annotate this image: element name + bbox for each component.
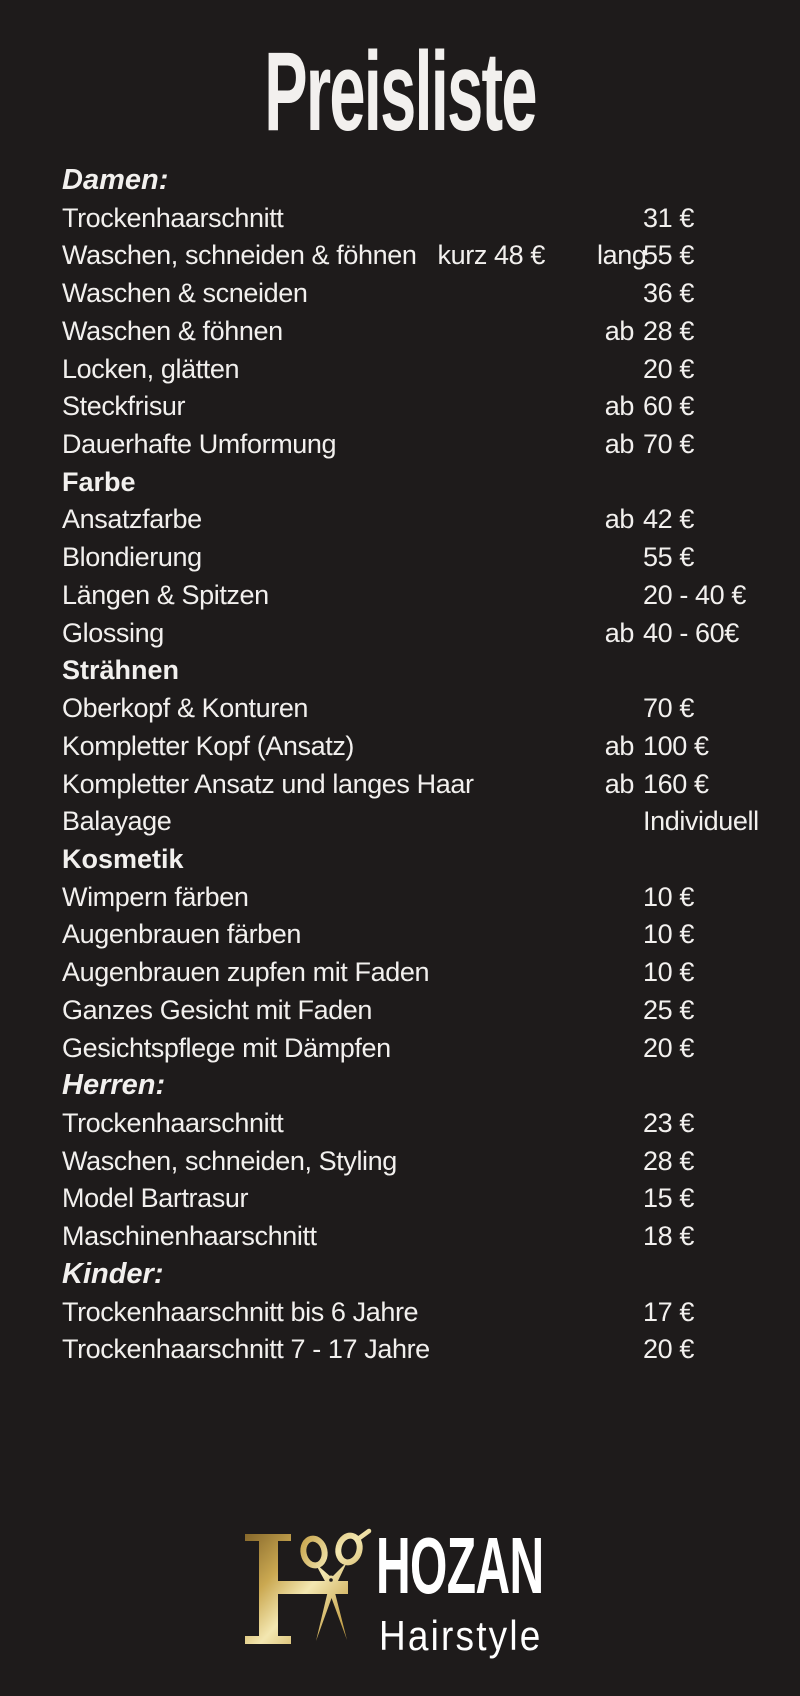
item-label: Dauerhafte Umformung [62,429,337,460]
brand-logo [230,1520,560,1670]
item-price: 60 € [643,391,694,422]
menu-item [62,1180,800,1218]
item-price-prefix: ab [604,730,634,761]
item-label: Augenbrauen zupfen mit Faden [62,957,430,988]
item-price: 10 € [643,881,694,912]
item-label: Locken, glätten [62,353,240,384]
item-price: 31 € [643,202,694,233]
item-price: 10 € [643,919,694,950]
menu-item [62,275,800,313]
menu-item [62,237,800,275]
page-title: Preisliste [264,29,536,154]
item-label: Kompletter Ansatz und langes Haar [62,768,474,799]
item-price: 55 € [643,542,694,573]
item-label: Waschen, schneiden & föhnen [62,240,417,271]
item-price-prefix: ab [604,429,634,460]
item-label: Maschinenhaarschnitt [62,1221,317,1252]
menu-item [62,1218,800,1256]
section-heading: Damen: [62,164,169,196]
item-price: 20 € [643,1032,694,1063]
price-list [62,162,800,1369]
menu-item [62,1030,800,1068]
item-label: Wimpern färben [62,881,249,912]
item-label: Trockenhaarschnitt [62,1107,284,1138]
item-price-prefix: ab [604,768,634,799]
item-price: 70 € [643,693,694,724]
item-label: Ganzes Gesicht mit Faden [62,994,373,1025]
item-label: Oberkopf & Konturen [62,693,309,724]
menu-item [62,954,800,992]
item-label: Gesichtspflege mit Dämpfen [62,1032,391,1063]
item-label: Trockenhaarschnitt bis 6 Jahre [62,1296,419,1327]
item-price: 55 € [643,240,694,271]
section-heading: Herren: [62,1069,166,1102]
item-price: 20 - 40 € [643,579,746,610]
brand-name: HOZAN [376,1520,544,1610]
item-price: 20 € [643,1334,694,1365]
item-label: Waschen & föhnen [62,315,283,346]
item-price: 40 - 60€ [643,617,739,648]
menu-item [62,426,800,464]
item-price-prefix: ab [604,617,634,648]
item-price: 23 € [643,1107,694,1138]
item-price: 28 € [643,1145,694,1176]
item-price: 36 € [643,278,694,309]
item-label: Steckfrisur [62,391,186,422]
item-label: Waschen & scneiden [62,278,308,309]
item-label: Model Bartrasur [62,1183,249,1214]
section-heading: Kosmetik [62,843,184,874]
menu-item [62,351,800,389]
menu-item [62,1105,800,1143]
item-price: 28 € [643,315,694,346]
menu-item [62,577,800,615]
item-price: 18 € [643,1221,694,1252]
menu-item [62,728,800,766]
menu-item [62,1143,800,1181]
menu-item [62,803,800,841]
item-label: Längen & Spitzen [62,579,269,610]
item-price: Individuell [643,806,759,837]
menu-item [62,916,800,954]
menu-item [62,690,800,728]
item-label: Glossing [62,617,164,648]
section-heading: Farbe [62,466,136,497]
item-label: Ansatzfarbe [62,504,202,535]
item-label: Balayage [62,806,172,837]
item-label: Blondierung [62,542,202,573]
item-price: 100 € [643,730,709,761]
item-price: 10 € [643,957,694,988]
item-mid-price: kurz 48 € [437,240,545,271]
item-price: 25 € [643,994,694,1025]
item-price: 17 € [643,1296,694,1327]
menu-item [62,766,800,804]
item-label: Augenbrauen färben [62,919,302,950]
item-label: Waschen, schneiden, Styling [62,1145,397,1176]
menu-item [62,615,800,653]
menu-item [62,501,800,539]
menu-item [62,1294,800,1332]
menu-item [62,992,800,1030]
item-price: 42 € [643,504,694,535]
item-price-prefix: ab [604,391,634,422]
menu-item [62,539,800,577]
menu-item [62,200,800,238]
brand-subtitle: Hairstyle [379,1612,543,1660]
item-price: 70 € [643,429,694,460]
item-price: 160 € [643,768,709,799]
item-price: 15 € [643,1183,694,1214]
item-price-prefix: ab [604,315,634,346]
item-price-prefix: ab [604,504,634,535]
menu-item [62,1331,800,1369]
item-label: Trockenhaarschnitt 7 - 17 Jahre [62,1334,430,1365]
menu-item [62,313,800,351]
item-label: Kompletter Kopf (Ansatz) [62,730,355,761]
menu-item [62,388,800,426]
item-price-prefix: lang [597,240,647,271]
item-price: 20 € [643,353,694,384]
menu-item [62,879,800,917]
item-label: Trockenhaarschnitt [62,202,284,233]
section-heading: Kinder: [62,1257,164,1290]
hozan-logo [230,1520,560,1670]
section-heading: Strähnen [62,655,180,686]
